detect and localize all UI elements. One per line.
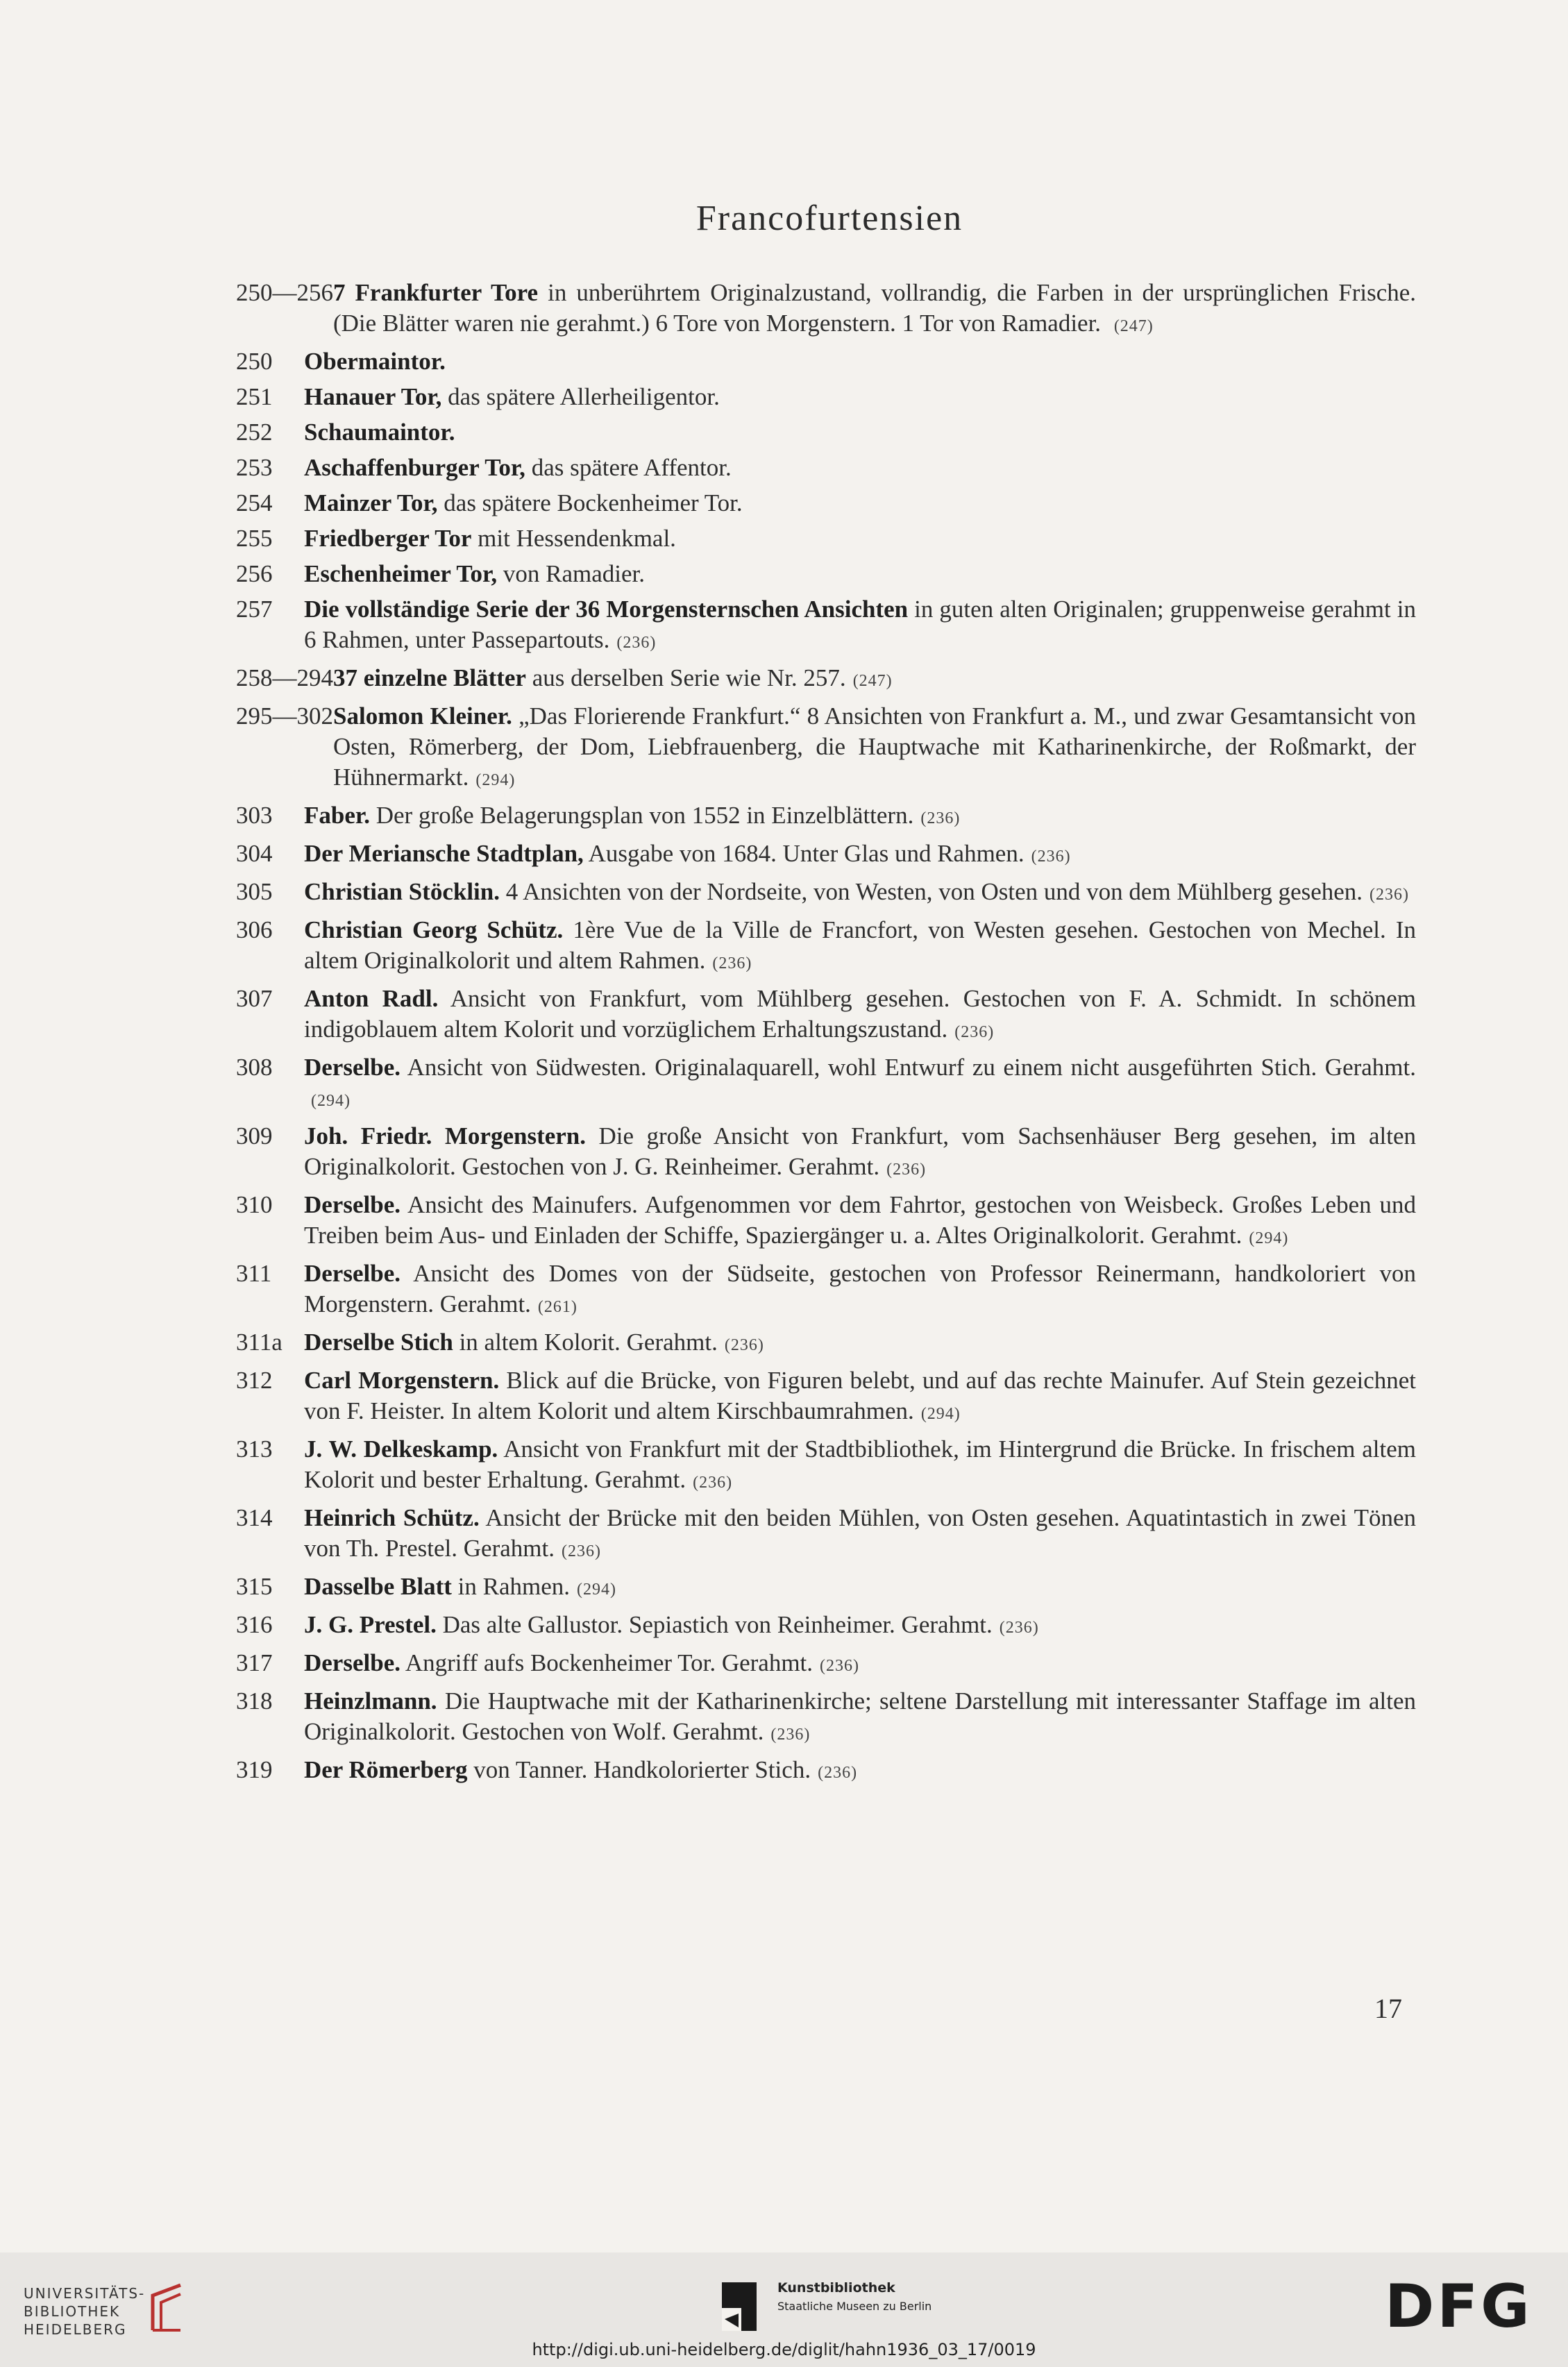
entry-number: 315 (236, 1573, 273, 1600)
entry-text: aus derselben Serie wie Nr. 257. (532, 664, 846, 691)
catalog-entry (236, 382, 1416, 412)
entry-text: in Rahmen. (457, 1573, 571, 1600)
entry-head: Dasselbe Blatt (304, 1573, 452, 1600)
entry-head: Aschaffenburger Tor, (304, 454, 525, 481)
entry-text: Ansicht von Südwesten. Originalaquarell, wohl Entwurf zu einem nicht ausgeführten Stich. Gerahmt. (407, 1054, 1416, 1081)
entry-ref: (247) (852, 672, 893, 690)
entry-number: 314 (236, 1504, 273, 1531)
entry-number: 255 (236, 525, 273, 552)
entry-text: 4 Ansichten von der Nordseite, von Westen, von Osten und von dem Mühlberg gesehen. (505, 878, 1363, 905)
entry-head: 7 Frankfurter Tore (333, 279, 539, 306)
entry-number: 317 (236, 1649, 273, 1676)
entry-text-block (304, 453, 1416, 483)
catalog-entry (236, 1365, 1416, 1429)
entry-head: Derselbe. (304, 1054, 401, 1081)
entry-ref: (294) (577, 1581, 617, 1599)
entry-text-block (304, 382, 1416, 412)
entry-text: Das alte Gallustor. Sepiastich von Reinheimer. Gerahmt. (442, 1611, 993, 1638)
catalog-entry (236, 488, 1416, 519)
entry-number: 256 (236, 560, 273, 587)
dfg-logo: DFG (1385, 2272, 1533, 2341)
entry-text: das spätere Affentor. (531, 454, 732, 481)
entry-head: Eschenheimer Tor, (304, 560, 498, 587)
entry-number: 316 (236, 1611, 273, 1638)
entry-head: Carl Morgenstern. (304, 1367, 500, 1394)
catalog-entry (236, 1121, 1416, 1185)
catalog-entry (236, 1190, 1416, 1254)
entry-number: 318 (236, 1687, 273, 1715)
entry-head: Heinrich Schütz. (304, 1504, 480, 1531)
entry-text-block (304, 984, 1416, 1047)
catalog-entry (236, 663, 1416, 696)
entry-text: Ansicht des Domes von der Südseite, gestochen von Professor Reinermann, handkoloriert von Morgenstern. Gerahmt. (304, 1260, 1416, 1317)
catalog-entry (236, 453, 1416, 483)
university-library-logo (24, 2284, 145, 2339)
entry-ref: (294) (311, 1092, 351, 1110)
entry-number: 309 (236, 1122, 273, 1149)
catalog-entry (236, 1258, 1416, 1322)
entry-number: 303 (236, 802, 273, 829)
entry-text: Ansicht von Frankfurt mit der Stadtbibliothek, im Hintergrund die Brücke. In frischem altem Kolorit und bester Erhaltung. Gerahmt. (304, 1435, 1417, 1493)
entry-text-block (304, 1190, 1416, 1254)
entry-text-block (304, 839, 1416, 872)
source-url[interactable]: http://digi.ub.uni-heidelberg.de/diglit/hahn1936_03_17/0019 (532, 2340, 1036, 2359)
entry-head: Christian Stöcklin. (304, 878, 500, 905)
entry-text-block (333, 701, 1416, 795)
catalog-entry (236, 346, 1416, 377)
entry-number: 311 (236, 1260, 272, 1287)
entry-text: Der große Belagerungsplan von 1552 in Einzelblättern. (376, 802, 914, 829)
entry-text-block (304, 877, 1416, 910)
entry-text: Die Hauptwache mit der Katharinenkirche; seltene Darstellung mit interessanter Staffage im alten Originalkolorit. Gestochen von Wolf. Gerahmt. (304, 1687, 1416, 1745)
entry-ref: (236) (920, 809, 961, 827)
entry-text: von Tanner. Handkolorierter Stich. (473, 1756, 811, 1783)
entry-text: Ansicht des Mainufers. Aufgenommen vor dem Fahrtor, gestochen von Weisbeck. Großes Leben und Treiben beim Aus- und Einladen der Schiffe, Spaziergänger u. a. Altes Originalkolorit. Gerahmt. (304, 1191, 1416, 1249)
entry-ref: (236) (999, 1619, 1039, 1637)
entry-ref: (236) (886, 1161, 927, 1179)
entry-text-block (304, 523, 1416, 554)
entry-head: Anton Radl. (304, 985, 439, 1012)
entry-text-block (304, 346, 1416, 377)
entry-text: mit Hessendenkmal. (478, 525, 676, 552)
entry-ref: (236) (1369, 886, 1410, 904)
catalog-entry (236, 523, 1416, 554)
entry-number: 251 (236, 383, 273, 410)
entry-number: 304 (236, 840, 273, 867)
entry-ref: (236) (1031, 848, 1071, 866)
entry-text-block (304, 1327, 1416, 1361)
catalog-entry (236, 1503, 1416, 1567)
entry-number: 305 (236, 878, 273, 905)
entry-text-block (304, 417, 1416, 448)
entry-text-block (304, 594, 1416, 658)
kunstbibliothek-subtitle: Staatliche Museen zu Berlin (777, 2300, 932, 2313)
entry-ref: (294) (920, 1405, 961, 1423)
catalog-entry (236, 594, 1416, 658)
catalog-entry (236, 701, 1416, 795)
catalog-entry (236, 877, 1416, 910)
entry-text-block (304, 915, 1416, 979)
entry-text: Ansicht von Frankfurt, vom Mühlberg gesehen. Gestochen von F. A. Schmidt. In schönem indigoblauem altem Kolorit und vorzüglichem Erhaltungszustand. (304, 985, 1416, 1043)
entry-number: 308 (236, 1054, 273, 1081)
entry-text: in unberührtem Originalzustand, vollrandig, die Farben in der ursprünglichen Frische. (Die Blätter waren nie gerahmt.) 6 Tore von Morgenstern. 1 Tor von Ramadier. (333, 279, 1417, 337)
kunstbibliothek-title: Kunstbibliothek (777, 2280, 895, 2296)
entry-text-block (304, 1052, 1416, 1116)
entry-text: Angriff aufs Bockenheimer Tor. Gerahmt. (405, 1649, 813, 1676)
entry-head: Derselbe. (304, 1649, 401, 1676)
kunstbibliothek-logo-icon (715, 2279, 764, 2334)
entry-text-block (304, 559, 1416, 589)
university-line: UNIVERSITÄTS- (24, 2285, 146, 2302)
entry-number: 306 (236, 916, 273, 943)
entry-text-block (304, 1648, 1416, 1681)
catalog-entry (236, 800, 1416, 834)
entry-number: 252 (236, 419, 273, 446)
entry-ref: (236) (616, 634, 657, 652)
entry-text-block (304, 1365, 1416, 1429)
university-line: HEIDELBERG (24, 2321, 127, 2338)
entry-head: Mainzer Tor, (304, 489, 438, 516)
entry-number: 310 (236, 1191, 273, 1218)
entry-text: Ansicht der Brücke mit den beiden Mühlen, von Osten gesehen. Aquatintastich in zwei Tönen von Th. Prestel. Gerahmt. (304, 1504, 1417, 1562)
entry-number: 295—302 (236, 702, 333, 730)
catalog-entry (236, 417, 1416, 448)
catalog-entry (236, 278, 1416, 342)
catalog-entry (236, 1610, 1416, 1643)
entry-text: Blick auf die Brücke, von Figuren belebt, und auf das rechte Mainufer. Auf Stein gezeichnet von F. Heister. In altem Kolorit und altem Kirschbaumrahmen. (304, 1367, 1417, 1424)
entry-head: Hanauer Tor, (304, 383, 442, 410)
kunstbibliothek-label (777, 2280, 931, 2313)
entry-number: 313 (236, 1435, 273, 1463)
entry-number: 257 (236, 596, 273, 623)
entry-text-block (304, 1434, 1416, 1498)
entry-number: 258—294 (236, 664, 333, 691)
entry-text-block (304, 800, 1416, 834)
entry-number: 312 (236, 1367, 273, 1394)
entry-head: Heinzlmann. (304, 1687, 437, 1715)
entry-ref: (236) (693, 1474, 733, 1492)
entry-head: Salomon Kleiner. (333, 702, 512, 730)
catalog-entry (236, 559, 1416, 589)
entry-head: Der Römerberg (304, 1756, 468, 1783)
entry-ref: (294) (1249, 1229, 1289, 1247)
catalog-entry (236, 915, 1416, 979)
catalog-entry (236, 1572, 1416, 1605)
entry-text-block (304, 1610, 1416, 1643)
entry-ref: (236) (712, 954, 752, 972)
entry-number: 250 (236, 348, 273, 375)
entry-text-block (304, 488, 1416, 519)
entry-text-block (304, 1503, 1416, 1567)
footer-bar (0, 2252, 1568, 2367)
entry-ref: (247) (1113, 317, 1154, 335)
catalog-entry (236, 1052, 1416, 1116)
entry-head: 37 einzelne Blätter (333, 664, 526, 691)
entry-ref: (236) (561, 1542, 601, 1560)
entry-text-block (304, 1686, 1416, 1750)
entry-head: J. W. Delkeskamp. (304, 1435, 498, 1463)
entry-rows (236, 346, 1416, 1788)
catalog-entry (236, 1755, 1416, 1788)
entry-text: in altem Kolorit. Gerahmt. (459, 1329, 718, 1356)
entry-head: Die vollständige Serie der 36 Morgensternschen Ansichten (304, 596, 909, 623)
entry-text: „Das Florierende Frankfurt.“ 8 Ansichten von Frankfurt a. M., und zwar Gesamtansicht von Osten, Römerberg, der Dom, Liebfrauenberg, die Hauptwache mit Katharinenkirche, der Roßmarkt, der Hühnermarkt. (333, 702, 1416, 791)
entry-number: 254 (236, 489, 273, 516)
entry-ref: (236) (724, 1336, 764, 1354)
catalog-entry (236, 1327, 1416, 1361)
entry-head: Derselbe. (304, 1260, 401, 1287)
entry-head: Schaumaintor. (304, 419, 455, 446)
entry-text-block (304, 1258, 1416, 1322)
entry-head: Friedberger Tor (304, 525, 472, 552)
entry-text: in guten alten Originalen; gruppenweise gerahmt in 6 Rahmen, unter Passepartouts. (304, 596, 1416, 653)
catalog-entry (236, 1434, 1416, 1498)
entry-head: Christian Georg Schütz. (304, 916, 564, 943)
entry-text: 1ère Vue de la Ville de Francfort, von Westen gesehen. Gestochen von Mechel. In altem Originalkolorit und altem Rahmen. (304, 916, 1416, 974)
entry-text-block (333, 663, 1416, 696)
university-logo-icon (146, 2282, 187, 2337)
catalog-entry (236, 984, 1416, 1047)
entry-text: das spätere Allerheiligentor. (448, 383, 720, 410)
entry-text-block (304, 1755, 1416, 1788)
entry-ref: (236) (954, 1023, 995, 1041)
page-title: Francofurtensien (696, 199, 963, 238)
entry-ref: (236) (818, 1764, 858, 1782)
entry-text: Ausgabe von 1684. Unter Glas und Rahmen. (588, 840, 1025, 867)
entry-number: 311a (236, 1329, 283, 1356)
entry-ref: (294) (475, 771, 516, 789)
entry-head: Joh. Friedr. Morgenstern. (304, 1122, 587, 1149)
entry-list (236, 278, 1416, 1793)
entry-head: Obermaintor. (304, 348, 446, 375)
entry-ref: (236) (770, 1726, 811, 1744)
entry-head: Faber. (304, 802, 370, 829)
entry-number: 253 (236, 454, 273, 481)
entry-number: 319 (236, 1756, 273, 1783)
catalog-entry (236, 1648, 1416, 1681)
entry-text-block (304, 1121, 1416, 1185)
entry-text: das spätere Bockenheimer Tor. (444, 489, 743, 516)
entry-text-block (333, 278, 1416, 342)
entry-head: J. G. Prestel. (304, 1611, 437, 1638)
entry-number: 307 (236, 985, 273, 1012)
entry-text: von Ramadier. (503, 560, 645, 587)
entry-head: Derselbe Stich (304, 1329, 453, 1356)
page-number: 17 (1374, 1993, 1402, 2024)
entry-head: Derselbe. (304, 1191, 401, 1218)
entry-head: Der Meriansche Stadtplan, (304, 840, 584, 867)
catalog-entry (236, 1686, 1416, 1750)
entry-number: 250—256 (236, 279, 333, 306)
entry-ref: (261) (537, 1298, 578, 1316)
catalog-entry (236, 839, 1416, 872)
university-line: BIBLIOTHEK (24, 2303, 121, 2320)
entry-ref: (236) (820, 1657, 860, 1675)
entry-text-block (304, 1572, 1416, 1605)
entry-text: Die große Ansicht von Frankfurt, vom Sachsenhäuser Berg gesehen, im alten Originalkolorit. Gestochen von J. G. Reinheimer. Gerahmt. (304, 1122, 1416, 1180)
